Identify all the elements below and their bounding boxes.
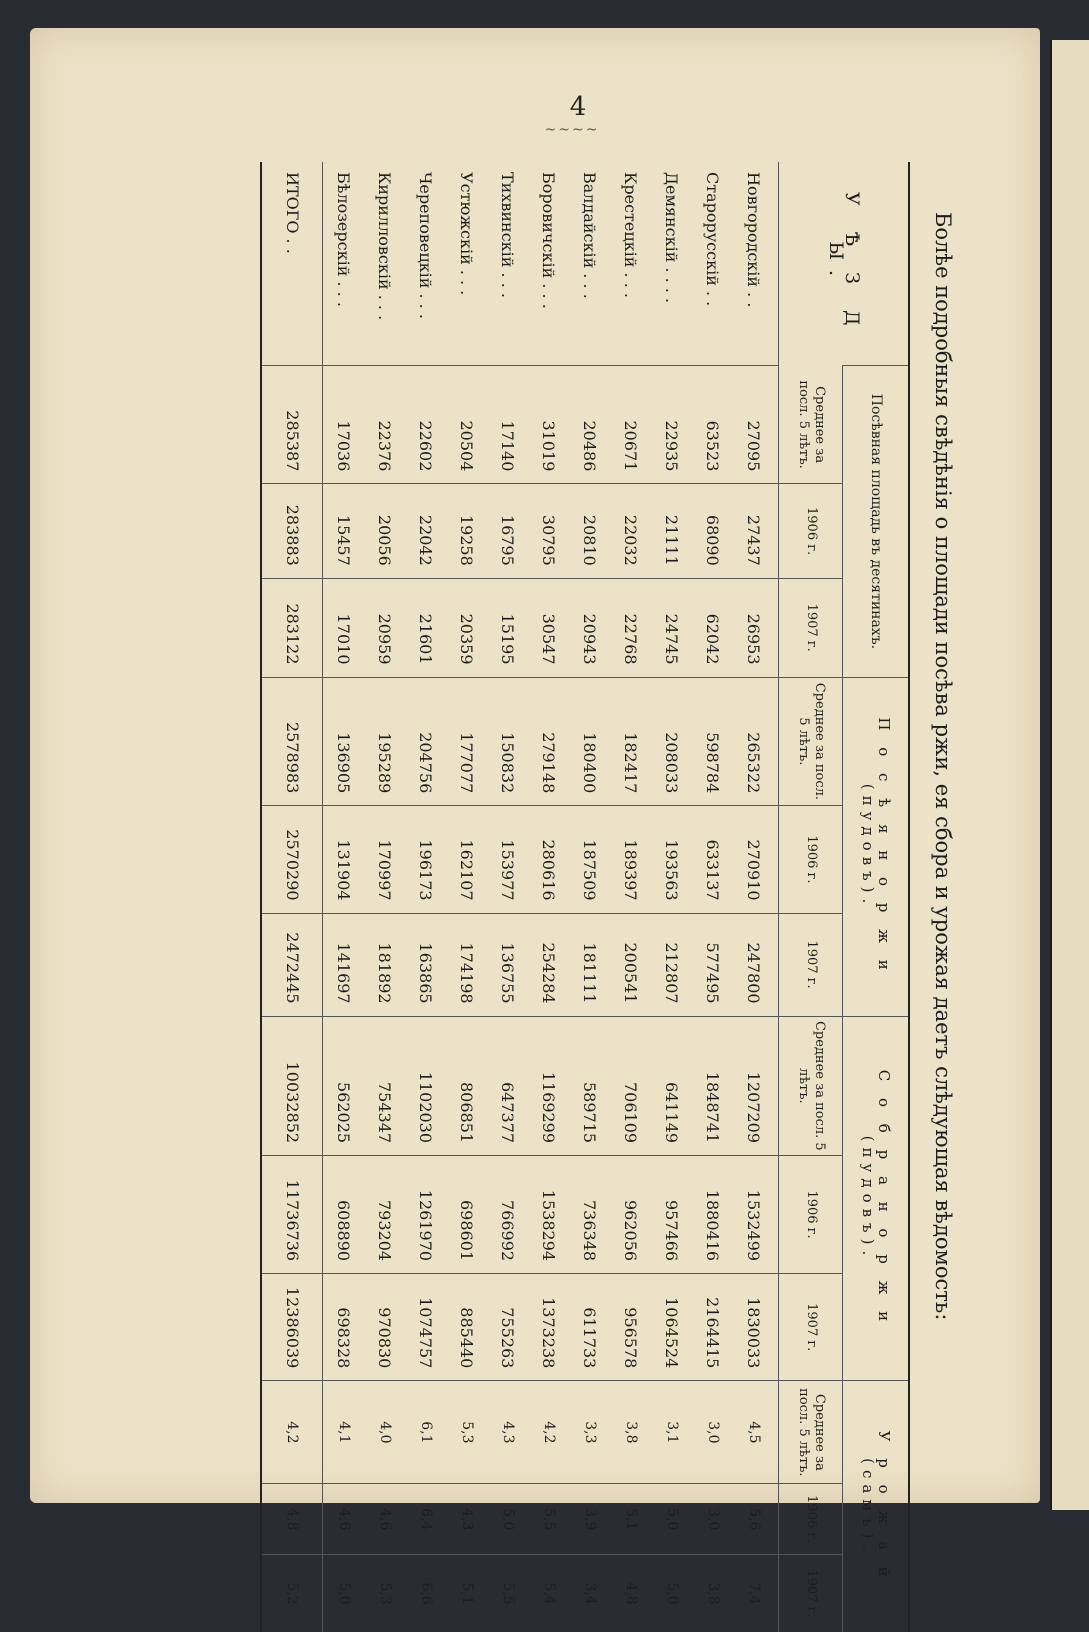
table-cell: 10032852 — [262, 1016, 324, 1155]
total-row — [262, 162, 324, 1632]
next-page-edge — [1050, 40, 1089, 1510]
table-cell: 806851 — [447, 1016, 488, 1155]
table-cell: 141697 — [323, 913, 365, 1016]
table-cell: 63523 — [693, 366, 734, 484]
table-cell: 611733 — [570, 1274, 611, 1381]
table-cell: 17036 — [323, 366, 365, 484]
table-cell: 6,6 — [406, 1555, 447, 1632]
uezd-name: Валдайскій . . . — [580, 172, 600, 299]
table-cell: 885440 — [447, 1274, 488, 1381]
table-cell: 136755 — [488, 913, 529, 1016]
table-cell: 5,0 — [323, 1555, 365, 1632]
table-cell: 755263 — [488, 1274, 529, 1381]
subheader-avg: Среднее за посл. 5 лѣтъ. — [779, 677, 843, 806]
uezd-name: Кирилловскій . . . — [375, 172, 395, 321]
table-cell: 3,9 — [570, 1484, 611, 1555]
table-cell: 285387 — [262, 366, 324, 484]
table-cell: 5,5 — [529, 1484, 570, 1555]
table-cell: 956578 — [611, 1274, 652, 1381]
table-cell: 21111 — [652, 484, 693, 578]
table-cell: 3,8 — [693, 1555, 734, 1632]
table-cell: 1532499 — [734, 1156, 780, 1274]
col-header-uezdy: У Ѣ З Д Ы. — [779, 162, 909, 366]
table-cell: 589715 — [570, 1016, 611, 1155]
subheader-avg: Среднее за посл. 5 лѣтъ. — [779, 1016, 843, 1155]
table-cell: 706109 — [611, 1016, 652, 1155]
table-cell: 5,4 — [529, 1555, 570, 1632]
uezd-name: Демянскій . . . . — [662, 172, 682, 304]
table-cell: 647377 — [488, 1016, 529, 1155]
table-cell: 1538294 — [529, 1156, 570, 1274]
uezd-name: Старорусскій . . — [703, 172, 723, 307]
table-cell: 181111 — [570, 913, 611, 1016]
table-cell: 16795 — [488, 484, 529, 578]
table-cell: 577495 — [693, 913, 734, 1016]
table-cell: 754347 — [365, 1016, 406, 1155]
table-cell: 3,4 — [570, 1555, 611, 1632]
uezd-name: Крестецкій . . . — [621, 172, 641, 298]
subheader-1907: 1907 г. — [779, 913, 843, 1016]
table-cell: 24745 — [652, 578, 693, 677]
table-cell: 1830033 — [734, 1274, 780, 1381]
table-cell: 189397 — [611, 806, 652, 913]
table-cell: 265322 — [734, 677, 780, 806]
subheader-1907: 1907 г. — [779, 1555, 843, 1632]
table-cell: 254284 — [529, 913, 570, 1016]
table-cell: 27437 — [734, 484, 780, 578]
subheader-1906: 1906 г. — [779, 484, 843, 578]
table-cell: 21601 — [406, 578, 447, 677]
table-cell: 957466 — [652, 1156, 693, 1274]
table-cell: 15457 — [323, 484, 365, 578]
table-cell: 598784 — [693, 677, 734, 806]
table-cell: 150832 — [488, 677, 529, 806]
table-cell: 208033 — [652, 677, 693, 806]
table-cell: 20810 — [570, 484, 611, 578]
table-cell: 5,1 — [611, 1484, 652, 1555]
table-cell: 177077 — [447, 677, 488, 806]
table-cell: 5,3 — [365, 1555, 406, 1632]
table-cell: 3,8 — [611, 1381, 652, 1484]
table-cell: 20359 — [447, 578, 488, 677]
uezd-name: Боровичскій . . . — [539, 172, 559, 309]
table-cell: 163865 — [406, 913, 447, 1016]
table-cell: 195289 — [365, 677, 406, 806]
table-cell: 641149 — [652, 1016, 693, 1155]
table-row — [570, 162, 611, 1632]
table-cell: 22032 — [611, 484, 652, 578]
table-cell: 136905 — [323, 677, 365, 806]
table-cell: 200541 — [611, 913, 652, 1016]
rye-table — [261, 162, 911, 1632]
table-cell: 174198 — [447, 913, 488, 1016]
header-sown: П о с ѣ я н о р ж и (пудовъ). — [843, 677, 909, 1016]
table-cell: 3,0 — [693, 1484, 734, 1555]
subheader-1907: 1907 г. — [779, 578, 843, 677]
table-cell: 5,0 — [652, 1555, 693, 1632]
table-cell: 5,0 — [652, 1484, 693, 1555]
page-number-flourish: ~~~~ — [544, 122, 600, 138]
table-cell: 962056 — [611, 1156, 652, 1274]
table-cell: 131904 — [323, 806, 365, 913]
table-cell: 162107 — [447, 806, 488, 913]
table-cell: 170997 — [365, 806, 406, 913]
header-area: Посѣвная площадь въ десятинахъ. — [843, 366, 909, 677]
table-cell: 22602 — [406, 366, 447, 484]
table-cell: 2570290 — [262, 806, 324, 913]
header-harvest: С о б р а н о р ж и (пудовъ). — [843, 1016, 909, 1381]
table-cell: 4,8 — [611, 1555, 652, 1632]
table-cell: 608890 — [323, 1156, 365, 1274]
table-cell: 6,4 — [406, 1484, 447, 1555]
table-cell: 204756 — [406, 677, 447, 806]
table-cell: 970830 — [365, 1274, 406, 1381]
table-cell: 280616 — [529, 806, 570, 913]
table-cell: 22768 — [611, 578, 652, 677]
table-cell: 4,2 — [529, 1381, 570, 1484]
table-row — [365, 162, 406, 1632]
uezd-name: Тихвинскій . . . — [498, 172, 518, 298]
table-cell: 1848741 — [693, 1016, 734, 1155]
uezd-name: ИТОГО . . — [262, 162, 324, 366]
table-cell: 1207209 — [734, 1016, 780, 1155]
subheader-1906: 1906 г. — [779, 1156, 843, 1274]
table-cell: 20056 — [365, 484, 406, 578]
table-cell: 5,2 — [262, 1555, 324, 1632]
table-cell: 4,6 — [323, 1484, 365, 1555]
table-cell: 562025 — [323, 1016, 365, 1155]
table-cell: 22376 — [365, 366, 406, 484]
table-cell: 4,6 — [365, 1484, 406, 1555]
table-cell: 20959 — [365, 578, 406, 677]
table-cell: 4,3 — [447, 1484, 488, 1555]
table-cell: 187509 — [570, 806, 611, 913]
header-yield: У р о ж а й (самъ). — [843, 1381, 909, 1632]
table-cell: 5,5 — [488, 1555, 529, 1632]
rotated-table-block — [198, 162, 968, 1632]
subheader-avg: Среднее за посл. 5 лѣтъ. — [779, 1381, 843, 1484]
table-cell: 698328 — [323, 1274, 365, 1381]
table-row — [611, 162, 652, 1632]
table-cell: 30547 — [529, 578, 570, 677]
uezd-name: Бѣлозерскій . . . — [334, 172, 354, 307]
table-row — [447, 162, 488, 1632]
table-cell: 247800 — [734, 913, 780, 1016]
table-cell: 22042 — [406, 484, 447, 578]
table-row — [693, 162, 734, 1632]
table-cell: 27095 — [734, 366, 780, 484]
table-cell: 4,1 — [323, 1381, 365, 1484]
table-cell: 5,3 — [447, 1381, 488, 1484]
table-cell: 181892 — [365, 913, 406, 1016]
table-cell: 766992 — [488, 1156, 529, 1274]
table-cell: 20671 — [611, 366, 652, 484]
table-cell: 3,3 — [570, 1381, 611, 1484]
table-cell: 196173 — [406, 806, 447, 913]
subheader-avg: Среднее за посл. 5 лѣтъ. — [779, 366, 843, 484]
table-cell: 11736736 — [262, 1156, 324, 1274]
table-cell: 4,8 — [262, 1484, 324, 1555]
subheader-1906: 1906 г. — [779, 806, 843, 913]
table-cell: 19258 — [447, 484, 488, 578]
uezd-name: Череповецкій . . . — [416, 172, 436, 319]
table-cell: 212807 — [652, 913, 693, 1016]
table-cell: 17140 — [488, 366, 529, 484]
table-row — [406, 162, 447, 1632]
table-body — [262, 162, 780, 1632]
uezd-name: Новгородскій . . — [744, 172, 764, 308]
table-cell: 22935 — [652, 366, 693, 484]
table-cell: 5,6 — [734, 1484, 780, 1555]
table-row — [529, 162, 570, 1632]
table-cell: 1373238 — [529, 1274, 570, 1381]
table-cell: 20943 — [570, 578, 611, 677]
table-cell: 193563 — [652, 806, 693, 913]
table-cell: 279148 — [529, 677, 570, 806]
table-cell: 1102030 — [406, 1016, 447, 1155]
table-cell: 180400 — [570, 677, 611, 806]
table-cell: 3,0 — [693, 1381, 734, 1484]
table-cell: 4,5 — [734, 1381, 780, 1484]
table-cell: 6,1 — [406, 1381, 447, 1484]
table-cell: 698601 — [447, 1156, 488, 1274]
table-cell: 182417 — [611, 677, 652, 806]
table-cell: 270910 — [734, 806, 780, 913]
table-cell: 68090 — [693, 484, 734, 578]
table-cell: 2578983 — [262, 677, 324, 806]
table-cell: 1880416 — [693, 1156, 734, 1274]
table-row — [323, 162, 365, 1632]
table-cell: 2164415 — [693, 1274, 734, 1381]
table-cell: 20486 — [570, 366, 611, 484]
table-cell: 15195 — [488, 578, 529, 677]
table-cell: 283122 — [262, 578, 324, 677]
table-cell: 31019 — [529, 366, 570, 484]
table-cell: 12386039 — [262, 1274, 324, 1381]
table-cell: 4,2 — [262, 1381, 324, 1484]
table-cell: 2472445 — [262, 913, 324, 1016]
table-cell: 1261970 — [406, 1156, 447, 1274]
table-cell: 4,3 — [488, 1381, 529, 1484]
table-cell: 1074757 — [406, 1274, 447, 1381]
subheader-1907: 1907 г. — [779, 1274, 843, 1381]
table-cell: 20504 — [447, 366, 488, 484]
table-cell: 153977 — [488, 806, 529, 913]
uezd-name: Устюжскій . . . — [457, 172, 477, 296]
table-heading: Болѣе подробныя свѣдѣнія о площади посѣва ржи, ея сбора и урожая даетъ слѣдующая вѣдомость: — [931, 212, 955, 1321]
table-cell: 5,0 — [488, 1484, 529, 1555]
table-cell: 283883 — [262, 484, 324, 578]
table-cell: 5,1 — [447, 1555, 488, 1632]
table-cell: 1064524 — [652, 1274, 693, 1381]
table-row — [488, 162, 529, 1632]
table-cell: 3,1 — [652, 1381, 693, 1484]
page-number: 4 — [569, 92, 587, 122]
table-cell: 17010 — [323, 578, 365, 677]
subheader-1906: 1906 г. — [779, 1484, 843, 1555]
table-cell: 1169299 — [529, 1016, 570, 1155]
table-cell: 736348 — [570, 1156, 611, 1274]
table-cell: 793204 — [365, 1156, 406, 1274]
table-row — [734, 162, 780, 1632]
table-cell: 26953 — [734, 578, 780, 677]
table-cell: 62042 — [693, 578, 734, 677]
table-cell: 4,0 — [365, 1381, 406, 1484]
table-cell: 633137 — [693, 806, 734, 913]
table-row — [652, 162, 693, 1632]
table-cell: 7,4 — [734, 1555, 780, 1632]
table-cell: 30795 — [529, 484, 570, 578]
